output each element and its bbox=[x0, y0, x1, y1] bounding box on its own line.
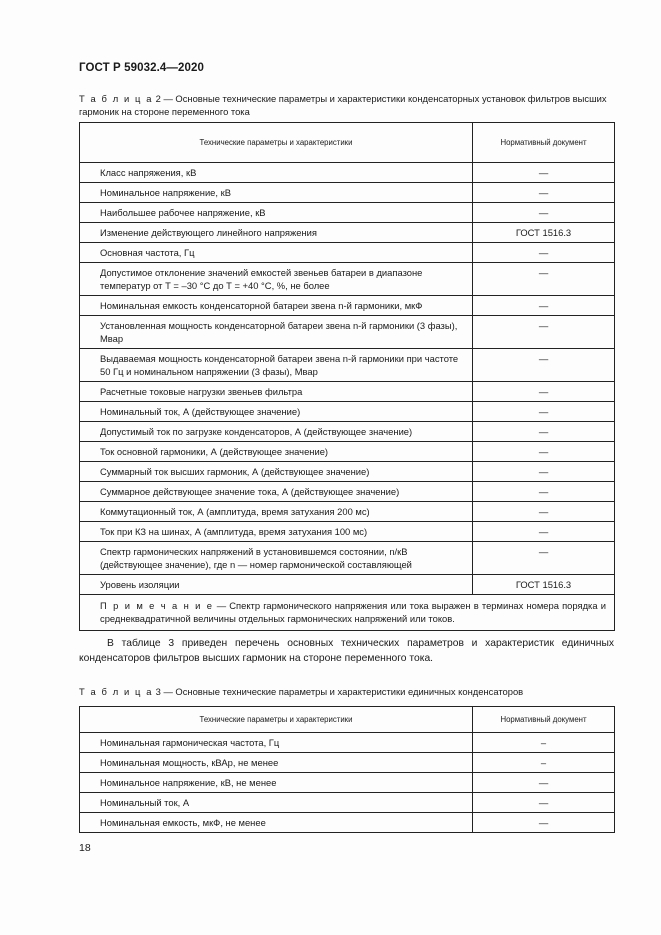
param-cell: Номинальная мощность, кВАр, не менее bbox=[80, 753, 473, 773]
param-cell: Суммарный ток высших гармоник, А (действующее значение) bbox=[80, 462, 473, 482]
doc-cell: – bbox=[473, 733, 615, 753]
param-cell: Уровень изоляции bbox=[80, 575, 473, 595]
doc-cell: ГОСТ 1516.3 bbox=[473, 575, 615, 595]
param-cell: Наибольшее рабочее напряжение, кВ bbox=[80, 203, 473, 223]
table-row bbox=[80, 793, 615, 813]
param-cell: Коммутационный ток, А (амплитуда, время затухания 200 мс) bbox=[80, 502, 473, 522]
table-row bbox=[80, 522, 615, 542]
table2-caption-text: 2 — Основные технические параметры и характеристики конденсаторных установок фильтров высших гармоник на стороне переменного тока bbox=[79, 93, 607, 117]
table-row bbox=[80, 203, 615, 223]
param-cell: Выдаваемая мощность конденсаторной батареи звена n-й гармоники при частоте 50 Гц и номинальном напряжении (3 фазы), Мвар bbox=[80, 349, 473, 382]
doc-cell: – bbox=[473, 753, 615, 773]
page-number: 18 bbox=[79, 842, 91, 854]
table-row bbox=[80, 773, 615, 793]
param-cell: Ток основной гармоники, А (действующее значение) bbox=[80, 442, 473, 462]
param-cell: Ток при КЗ на шинах, А (амплитуда, время затухания 100 мс) bbox=[80, 522, 473, 542]
table-row bbox=[80, 402, 615, 422]
param-cell: Класс напряжения, кВ bbox=[80, 163, 473, 183]
table3-header-row bbox=[80, 707, 615, 733]
table-row bbox=[80, 502, 615, 522]
doc-cell: — bbox=[473, 349, 615, 382]
param-cell: Номинальный ток, А bbox=[80, 793, 473, 813]
table-row bbox=[80, 223, 615, 243]
table2-body bbox=[80, 163, 615, 631]
note-label: П р и м е ч а н и е bbox=[100, 600, 214, 611]
doc-cell: — bbox=[473, 793, 615, 813]
table3-caption-text: 3 — Основные технические параметры и характеристики единичных конденсаторов bbox=[153, 686, 524, 697]
param-cell: Номинальное напряжение, кВ, не менее bbox=[80, 773, 473, 793]
doc-cell: — bbox=[473, 502, 615, 522]
doc-cell: — bbox=[473, 203, 615, 223]
table-row bbox=[80, 316, 615, 349]
param-cell: Номинальная гармоническая частота, Гц bbox=[80, 733, 473, 753]
param-cell: Расчетные токовые нагрузки звеньев фильтра bbox=[80, 382, 473, 402]
param-cell: Спектр гармонических напряжений в установившемся состоянии, n/кВ (действующее значение), где n — номер гармонической составляющей bbox=[80, 542, 473, 575]
table-row bbox=[80, 753, 615, 773]
param-cell: Допустимый ток по загрузке конденсаторов, А (действующее значение) bbox=[80, 422, 473, 442]
param-cell: Изменение действующего линейного напряжения bbox=[80, 223, 473, 243]
doc-cell: — bbox=[473, 422, 615, 442]
table3-body bbox=[80, 733, 615, 833]
param-cell: Номинальное напряжение, кВ bbox=[80, 183, 473, 203]
doc-cell: — bbox=[473, 382, 615, 402]
doc-cell: — bbox=[473, 296, 615, 316]
doc-cell: — bbox=[473, 263, 615, 296]
table-row bbox=[80, 243, 615, 263]
table2-header-row bbox=[80, 123, 615, 163]
table-row bbox=[80, 163, 615, 183]
table-row bbox=[80, 813, 615, 833]
table-row bbox=[80, 263, 615, 296]
table-row bbox=[80, 296, 615, 316]
doc-cell: — bbox=[473, 542, 615, 575]
table3-header-doc: Нормативный документ bbox=[473, 707, 615, 733]
param-cell: Установленная мощность конденсаторной батареи звена n-й гармоники (3 фазы), Мвар bbox=[80, 316, 473, 349]
param-cell: Основная частота, Гц bbox=[80, 243, 473, 263]
doc-cell: — bbox=[473, 163, 615, 183]
doc-cell: — bbox=[473, 462, 615, 482]
doc-cell: — bbox=[473, 442, 615, 462]
standard-header: ГОСТ Р 59032.4—2020 bbox=[79, 62, 204, 74]
doc-cell: — bbox=[473, 402, 615, 422]
table2-note bbox=[80, 595, 615, 631]
body-paragraph: В таблице 3 приведен перечень основных технических параметров и характеристик единичных конденсаторов фильтров высших гармоник на стороне переменного тока. bbox=[79, 638, 614, 664]
table2 bbox=[79, 122, 615, 631]
param-cell: Номинальная емкость конденсаторной батареи звена n-й гармоники, мкФ bbox=[80, 296, 473, 316]
doc-cell: — bbox=[473, 522, 615, 542]
table-row bbox=[80, 733, 615, 753]
doc-cell: — bbox=[473, 813, 615, 833]
table2-note-row bbox=[80, 595, 615, 631]
table-row bbox=[80, 462, 615, 482]
table2-caption-label: Т а б л и ц а bbox=[79, 93, 154, 104]
table2-header-param: Технические параметры и характеристики bbox=[80, 123, 473, 163]
table3 bbox=[79, 706, 615, 833]
table-row bbox=[80, 542, 615, 575]
table-row bbox=[80, 422, 615, 442]
param-cell: Номинальная емкость, мкФ, не менее bbox=[80, 813, 473, 833]
table3-header-param: Технические параметры и характеристики bbox=[80, 707, 473, 733]
doc-cell: — bbox=[473, 773, 615, 793]
doc-cell: — bbox=[473, 243, 615, 263]
param-cell: Допустимое отклонение значений емкостей звеньев батареи в диапазоне температур от Т = –30 °С до Т = +40 °С, %, не более bbox=[80, 263, 473, 296]
param-cell: Номинальный ток, А (действующее значение) bbox=[80, 402, 473, 422]
param-cell: Суммарное действующее значение тока, А (действующее значение) bbox=[80, 482, 473, 502]
table-row bbox=[80, 482, 615, 502]
doc-cell: ГОСТ 1516.3 bbox=[473, 223, 615, 243]
doc-cell: — bbox=[473, 482, 615, 502]
table-row bbox=[80, 382, 615, 402]
table-row bbox=[80, 183, 615, 203]
table2-header-doc: Нормативный документ bbox=[473, 123, 615, 163]
table-row bbox=[80, 575, 615, 595]
table-row bbox=[80, 442, 615, 462]
table3-caption-label: Т а б л и ц а bbox=[79, 686, 154, 697]
table-row bbox=[80, 349, 615, 382]
doc-cell: — bbox=[473, 316, 615, 349]
table3-caption bbox=[79, 685, 614, 698]
table2-caption bbox=[79, 92, 614, 118]
note-text: — Спектр гармонического напряжения или тока выражен в терминах номера порядка и среднеквадратичной величины отдельных гармонических напряжений или токов. bbox=[100, 600, 606, 624]
doc-cell: — bbox=[473, 183, 615, 203]
